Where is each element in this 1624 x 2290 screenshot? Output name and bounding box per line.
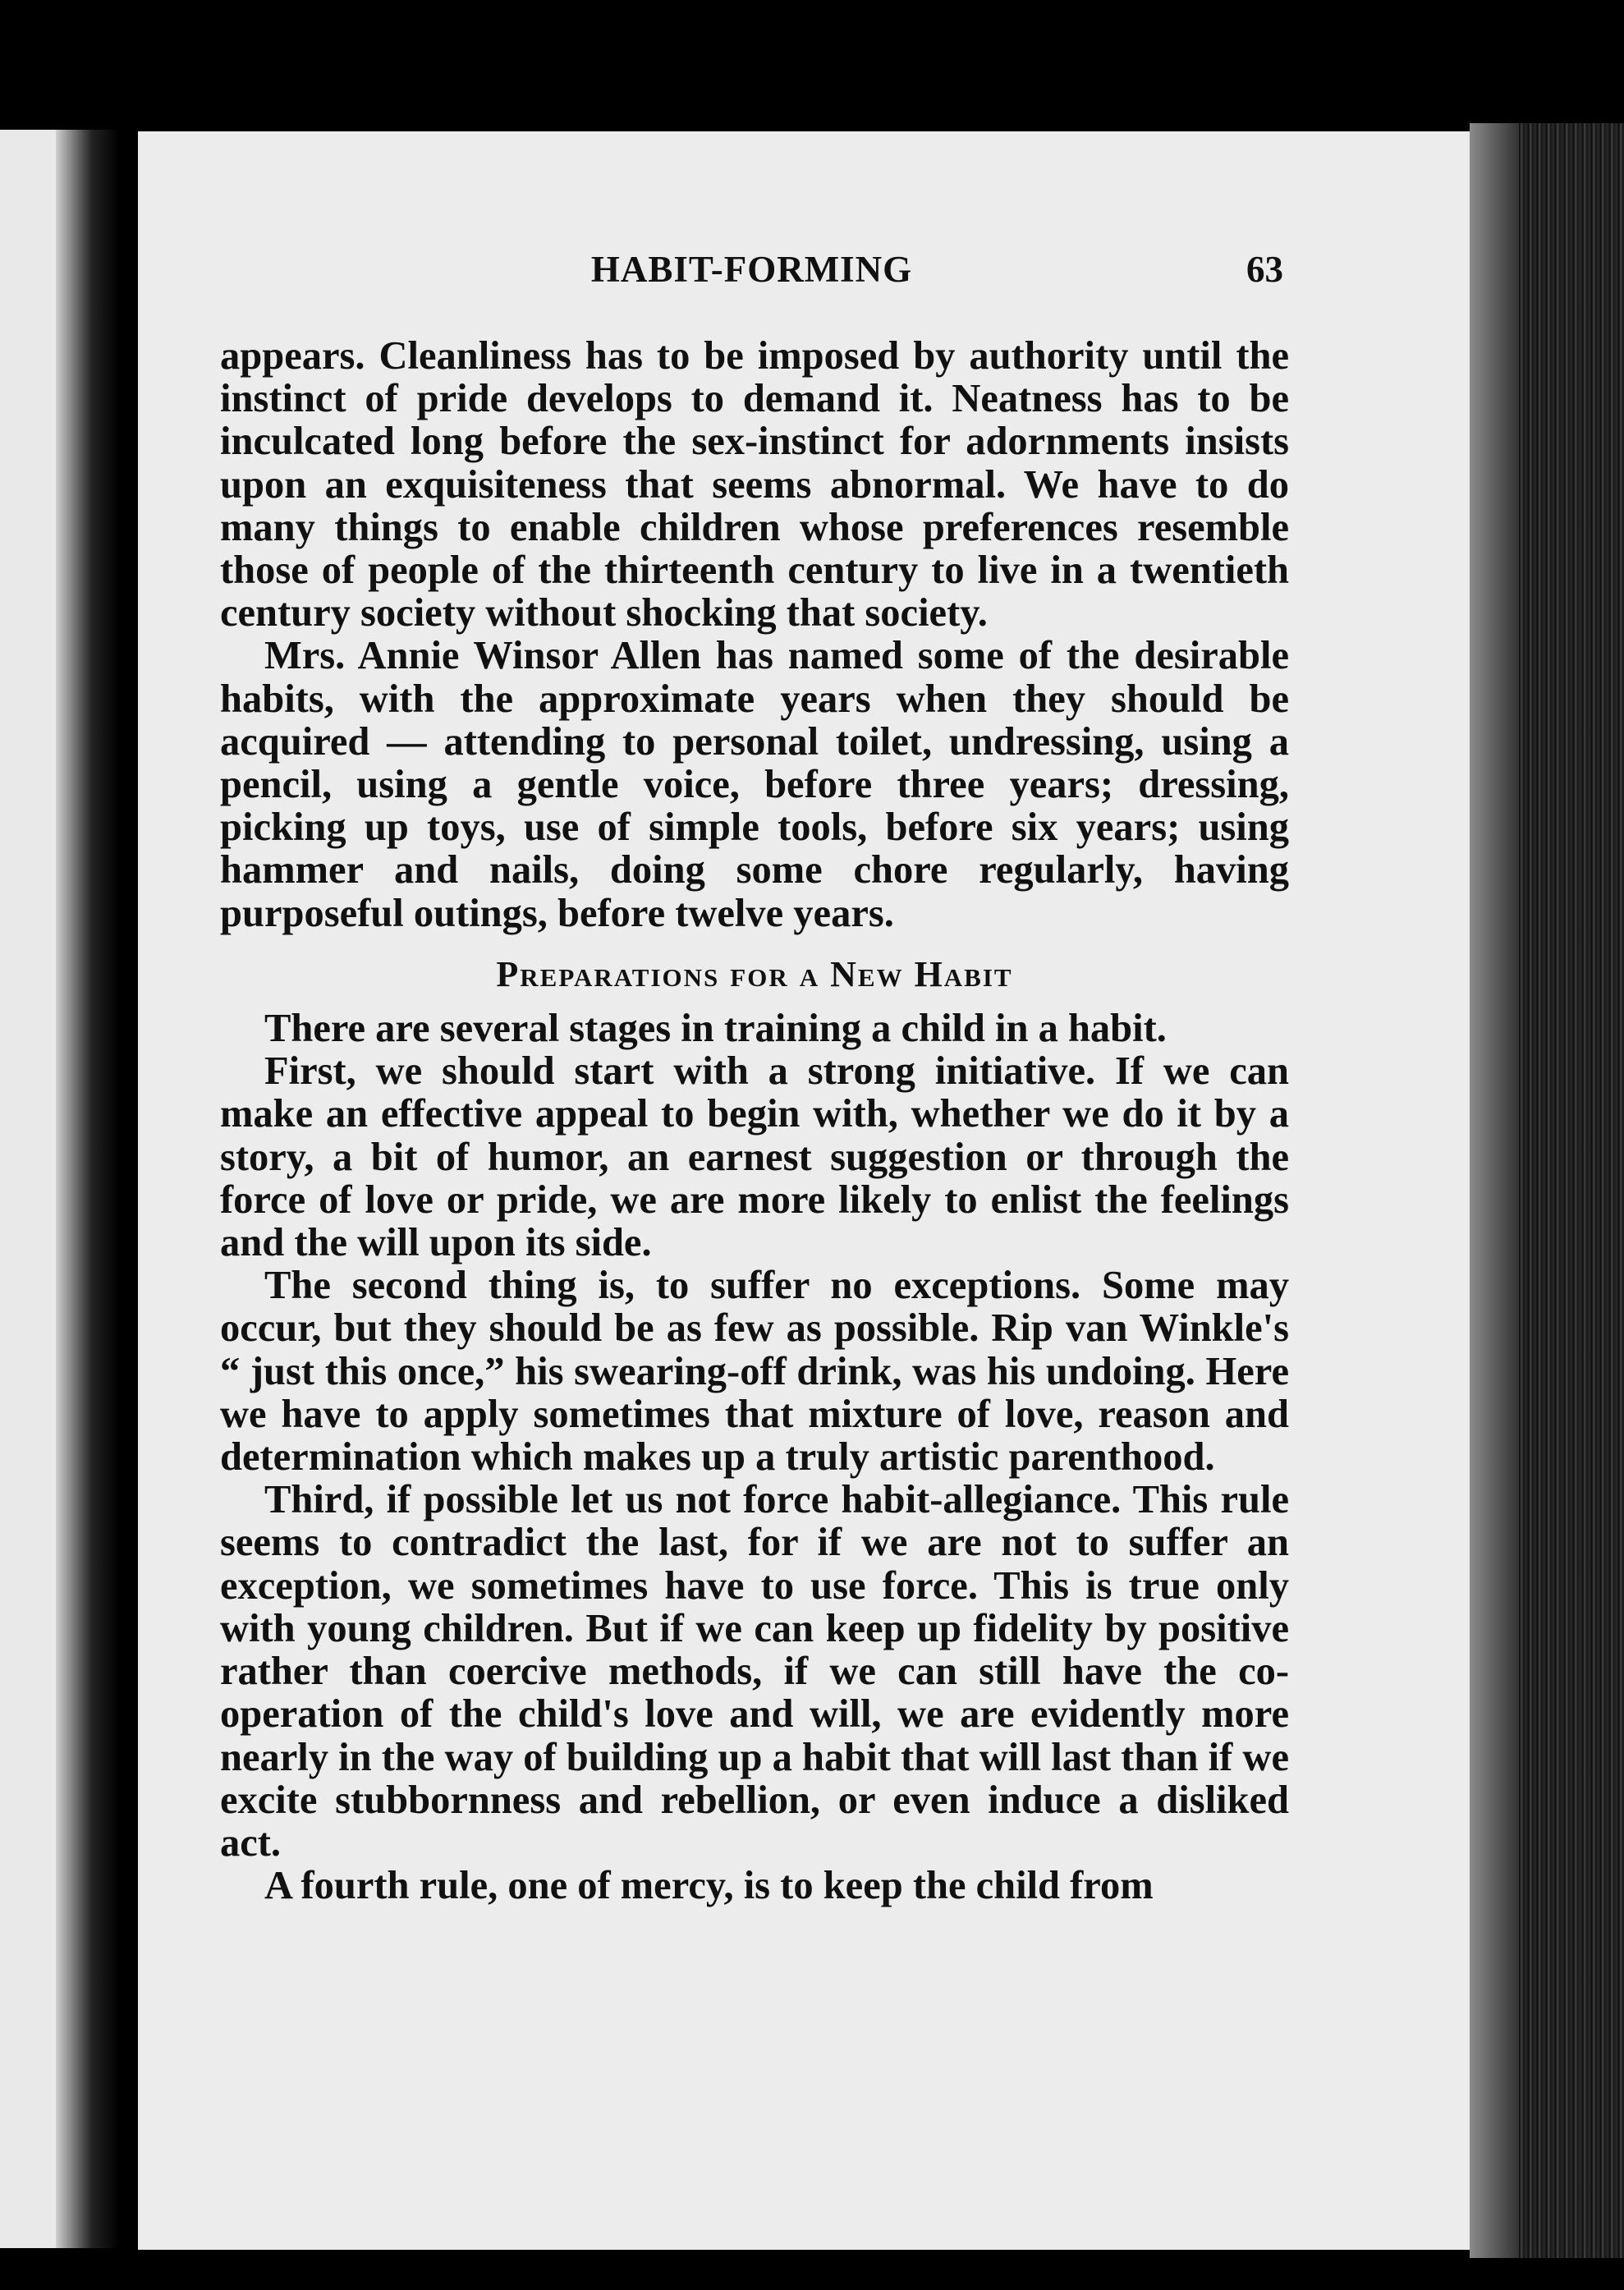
paragraph: There are several stages in training a child in a habit. <box>264 1007 1167 1051</box>
paragraph: First, we should start with a strong initiative. If we can make an effective appeal to begin with, whether we do it by a story, a bit of humor, an earnest suggestion or through the force of love or pride, we are more likely to enlist the feelings and the will upon its side. <box>220 1049 1289 1265</box>
paragraph: Third, if possible let us not force habit-allegiance. This rule seems to contradict the last, for if we are not to suffer an exception, we sometimes have to use force. This is true only with young children. But if we can keep up fidelity by positive rather than coercive methods, if we can still have the co-operation of the child's love and will, we are evidently more nearly in the way of building up a habit that will last than if we excite stubbornness and rebellion, or even induce a disliked act. <box>220 1478 1289 1865</box>
body-text <box>220 335 1289 1907</box>
running-head-title: HABIT-FORMING <box>590 249 913 290</box>
running-head <box>220 248 1283 297</box>
paragraph: Mrs. Annie Winsor Allen has named some of the desirable habits, with the approximate years when they should be acquired — attending to personal toilet, undressing, using a pencil, using a gentle voice, before three years; dressing, picking up toys, use of simple tools, before six years; using hammer and nails, doing some chore regularly, having purposeful outings, before twelve years. <box>220 634 1289 935</box>
section-heading: Preparations for a New Habit <box>496 953 1013 994</box>
page-edge-shadow <box>1470 123 1519 2258</box>
paragraph: The second thing is, to suffer no exceptions. Some may occur, but they should be as few as possible. Rip van Winkle's “ just this once,” his swearing-off drink, was his undoing. Here we have to apply sometimes that mixture of love, reason and determination which makes up a truly artistic parenthood. <box>220 1264 1289 1480</box>
paragraph: appears. Cleanliness has to be imposed by authority until the instinct of pride develops to demand it. Neatness has to be inculcated long before the sex-instinct for adornments insists upon an exquisiteness that seems abnormal. We have to do many things to enable children whose preferences resemble those of people of the thirteenth century to live in a twentieth century society without shocking that society. <box>220 334 1289 636</box>
binding-gutter <box>56 130 146 2248</box>
page-number: 63 <box>1246 249 1283 290</box>
paragraph: A fourth rule, one of mercy, is to keep the child from <box>264 1864 1154 1908</box>
